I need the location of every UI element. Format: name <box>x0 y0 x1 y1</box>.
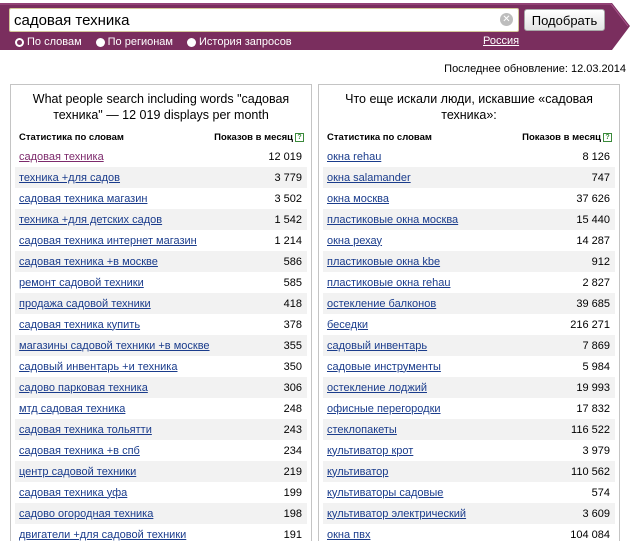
impressions-count: 19 993 <box>576 381 610 394</box>
radio-icon[interactable] <box>187 38 196 47</box>
table-row <box>15 314 307 335</box>
table-row <box>323 293 615 314</box>
phrase-link[interactable]: магазины садовой техники +в москве <box>19 339 210 352</box>
table-row <box>323 377 615 398</box>
table-row <box>323 398 615 419</box>
impressions-count: 378 <box>283 318 302 331</box>
table-row <box>15 419 307 440</box>
phrase-link[interactable]: культиватор электрический <box>327 507 467 520</box>
impressions-count: 574 <box>591 486 610 499</box>
impressions-count: 12 019 <box>268 150 302 163</box>
table-row <box>15 230 307 251</box>
impressions-count: 912 <box>591 255 610 268</box>
phrase-link[interactable]: садовый инвентарь +и техника <box>19 360 178 373</box>
mode-by-regions[interactable] <box>96 36 173 48</box>
radio-selected-icon[interactable] <box>15 38 24 47</box>
table-row <box>323 440 615 461</box>
impressions-count: 2 827 <box>582 276 610 289</box>
impressions-count: 116 522 <box>571 423 610 436</box>
region-link[interactable]: Россия <box>483 35 520 47</box>
phrase-link[interactable]: окна salamander <box>327 171 411 184</box>
table-row <box>15 272 307 293</box>
impressions-count: 350 <box>283 360 302 373</box>
phrase-link[interactable]: пластиковые окна kbe <box>327 255 441 268</box>
table-row <box>323 314 615 335</box>
impressions-count: 3 502 <box>274 192 302 205</box>
mode-label: История запросов <box>199 36 292 48</box>
impressions-count: 14 287 <box>576 234 610 247</box>
table-row <box>15 377 307 398</box>
panel-title: Что еще искали люди, искавшие «садовая техника»: <box>345 92 593 122</box>
table-row <box>15 188 307 209</box>
phrase-link[interactable]: садовый инвентарь <box>327 339 428 352</box>
table-row <box>15 524 307 541</box>
stats-rows <box>15 146 307 541</box>
impressions-count: 234 <box>283 444 302 457</box>
phrase-link[interactable]: садово парковая техника <box>19 381 148 394</box>
phrase-link[interactable]: садовая техника +в спб <box>19 444 140 457</box>
last-update-text: Последнее обновление: 12.03.2014 <box>444 63 626 75</box>
impressions-count: 39 685 <box>576 297 610 310</box>
impressions-count: 306 <box>283 381 302 394</box>
search-input[interactable] <box>14 10 494 30</box>
impressions-count: 15 440 <box>576 213 610 226</box>
phrase-link[interactable]: садовая техника уфа <box>19 486 128 499</box>
phrase-link[interactable]: садовые инструменты <box>327 360 441 373</box>
phrase-link[interactable]: центр садовой техники <box>19 465 137 478</box>
impressions-count: 243 <box>283 423 302 436</box>
impressions-count: 110 562 <box>571 465 610 478</box>
table-row <box>15 335 307 356</box>
table-row <box>323 230 615 251</box>
search-field[interactable] <box>9 8 519 32</box>
panel-title: What people search including words "садовая техника" — 12 019 displays per month <box>32 92 290 122</box>
search-band <box>0 0 640 50</box>
phrase-link[interactable]: окна rehau <box>327 150 382 163</box>
impressions-count: 3 609 <box>582 507 610 520</box>
table-row <box>323 167 615 188</box>
phrase-link[interactable]: техника +для садов <box>19 171 121 184</box>
column-count-label: Показов в месяц <box>214 132 293 143</box>
column-phrase-header: Статистика по словам <box>19 132 124 143</box>
phrase-link[interactable]: двигатели +для садовой техники <box>19 528 187 541</box>
impressions-count: 1 542 <box>274 213 302 226</box>
impressions-count: 5 984 <box>582 360 610 373</box>
impressions-count: 104 084 <box>570 528 610 541</box>
help-icon[interactable]: ? <box>603 133 612 142</box>
phrase-link[interactable]: беседки <box>327 318 369 331</box>
phrase-link[interactable]: культиватор крот <box>327 444 414 457</box>
table-row <box>323 272 615 293</box>
phrase-link[interactable]: садовая техника <box>19 150 104 163</box>
impressions-count: 198 <box>283 507 302 520</box>
impressions-count: 418 <box>283 297 302 310</box>
radio-icon[interactable] <box>96 38 105 47</box>
stats-rows <box>323 146 615 541</box>
phrase-link[interactable]: пластиковые окна москва <box>327 213 459 226</box>
table-row <box>15 398 307 419</box>
impressions-count: 586 <box>283 255 302 268</box>
phrase-link[interactable]: окна пвх <box>327 528 371 541</box>
impressions-count: 747 <box>591 171 610 184</box>
phrase-link[interactable]: садово огородная техника <box>19 507 154 520</box>
impressions-count: 585 <box>283 276 302 289</box>
phrase-link[interactable]: остекление балконов <box>327 297 437 310</box>
close-icon[interactable]: ✕ <box>500 13 513 26</box>
table-row <box>323 188 615 209</box>
table-row <box>15 440 307 461</box>
phrase-link[interactable]: окна рехау <box>327 234 383 247</box>
mode-label: По регионам <box>107 36 173 48</box>
phrase-link[interactable]: техника +для детских садов <box>19 213 163 226</box>
mode-history[interactable] <box>187 36 292 48</box>
column-count-header <box>522 132 612 143</box>
table-row <box>15 209 307 230</box>
table-row <box>323 251 615 272</box>
impressions-count: 216 271 <box>570 318 610 331</box>
phrase-link[interactable]: садовая техника магазин <box>19 192 148 205</box>
table-row <box>15 356 307 377</box>
impressions-count: 3 779 <box>274 171 302 184</box>
phrase-link[interactable]: садовая техника +в москве <box>19 255 158 268</box>
phrase-link[interactable]: продажа садовой техники <box>19 297 151 310</box>
phrase-link[interactable]: культиваторы садовые <box>327 486 444 499</box>
phrase-link[interactable]: офисные перегородки <box>327 402 441 415</box>
table-row <box>323 482 615 503</box>
mode-by-words[interactable] <box>15 36 82 48</box>
phrase-link[interactable]: ремонт садовой техники <box>19 276 144 289</box>
phrase-link[interactable]: стеклопакеты <box>327 423 397 436</box>
impressions-count: 7 869 <box>582 339 610 352</box>
column-count-label: Показов в месяц <box>522 132 601 143</box>
phrase-link[interactable]: мтд садовая техника <box>19 402 126 415</box>
table-row <box>15 461 307 482</box>
column-header <box>319 132 619 146</box>
table-row <box>15 167 307 188</box>
table-row <box>15 251 307 272</box>
table-row <box>323 356 615 377</box>
impressions-count: 37 626 <box>576 192 610 205</box>
phrase-link[interactable]: садовая техника интернет магазин <box>19 234 197 247</box>
column-count-header <box>214 132 304 143</box>
column-phrase-header: Статистика по словам <box>327 132 432 143</box>
table-row <box>323 461 615 482</box>
phrase-link[interactable]: окна москва <box>327 192 390 205</box>
search-mode-group <box>15 36 306 48</box>
impressions-count: 8 126 <box>582 150 610 163</box>
impressions-count: 191 <box>283 528 302 541</box>
phrase-link[interactable]: садовая техника купить <box>19 318 141 331</box>
table-row <box>15 503 307 524</box>
table-row <box>323 335 615 356</box>
column-header <box>11 132 311 146</box>
table-row <box>323 419 615 440</box>
phrase-link[interactable]: садовая техника тольятти <box>19 423 152 436</box>
table-row <box>323 524 615 541</box>
table-row <box>323 503 615 524</box>
phrase-link[interactable]: культиватор <box>327 465 389 478</box>
table-row <box>15 146 307 167</box>
phrase-link[interactable]: пластиковые окна rehau <box>327 276 451 289</box>
impressions-count: 1 214 <box>274 234 302 247</box>
impressions-count: 248 <box>283 402 302 415</box>
impressions-count: 199 <box>283 486 302 499</box>
table-row <box>15 482 307 503</box>
impressions-count: 17 832 <box>576 402 610 415</box>
table-row <box>323 209 615 230</box>
impressions-count: 3 979 <box>582 444 610 457</box>
mode-label: По словам <box>27 36 82 48</box>
table-row <box>15 293 307 314</box>
table-row <box>323 146 615 167</box>
help-icon[interactable]: ? <box>295 133 304 142</box>
related-queries-panel <box>318 84 620 541</box>
words-stats-panel <box>10 84 312 541</box>
impressions-count: 355 <box>283 339 302 352</box>
phrase-link[interactable]: остекление лоджий <box>327 381 427 394</box>
submit-button[interactable]: Подобрать <box>524 9 605 31</box>
impressions-count: 219 <box>283 465 302 478</box>
